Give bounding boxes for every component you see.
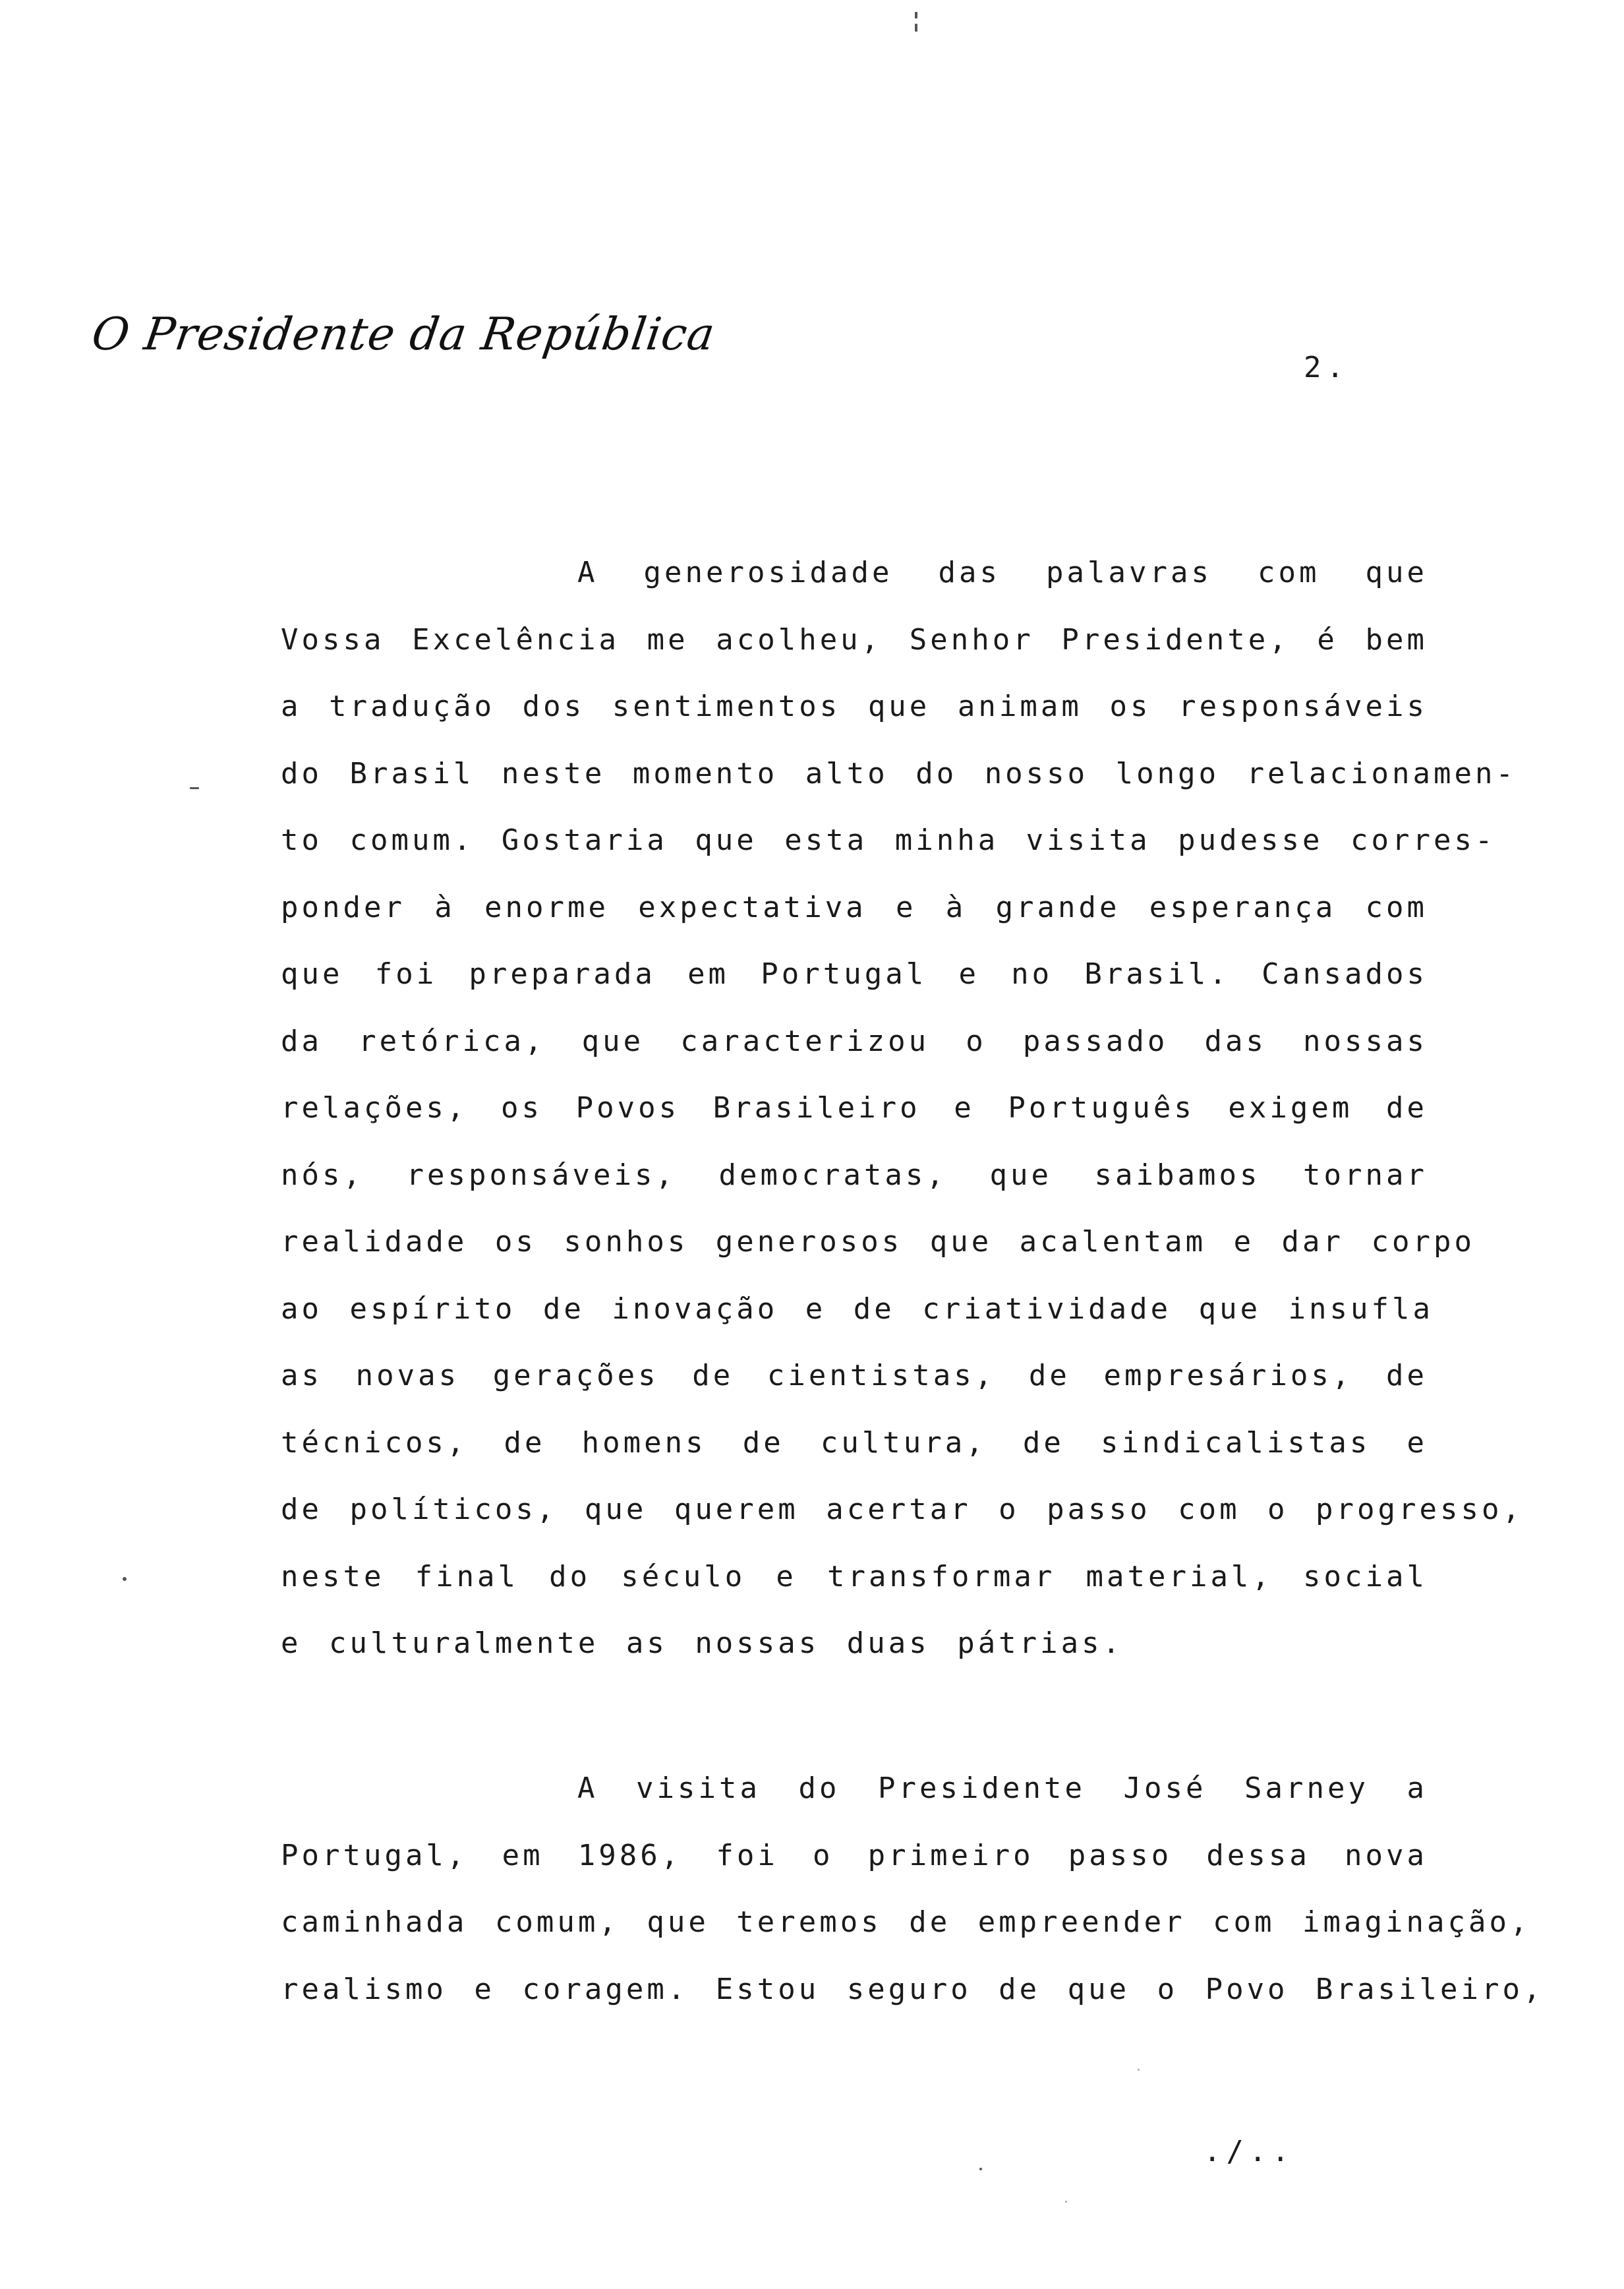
text-line: neste final do século e transformar material, social [281, 1559, 1428, 1593]
text-line: A generosidade das palavras com que [577, 556, 1428, 589]
text-line: e culturalmente as nossas duas pátrias. [281, 1626, 1124, 1660]
text-line: to comum. Gostaria que esta minha visita pudesse corres- [281, 823, 1496, 857]
text-line: nós, responsáveis, democratas, que saibamos tornar [281, 1158, 1428, 1192]
continuation-mark: ./.. [1204, 2135, 1294, 2168]
letterhead-title: O Presidente da República [88, 309, 718, 361]
scan-speck [190, 787, 199, 789]
paragraph-1 [281, 539, 1523, 1677]
text-line: de políticos, que querem acertar o passo com o progresso, [281, 1493, 1523, 1526]
text-line: as novas gerações de cientistas, de empresários, de [281, 1359, 1428, 1392]
paragraph-2 [281, 1755, 1544, 2023]
scan-speck [1065, 2201, 1067, 2203]
scan-speck [979, 2168, 982, 2170]
scan-speck [123, 1577, 127, 1581]
page-number: 2. [1304, 351, 1349, 384]
text-line: que foi preparada em Portugal e no Brasil. Cansados [281, 957, 1428, 991]
text-line: realidade os sonhos generosos que acalentam e dar corpo [281, 1225, 1475, 1259]
scan-speck [915, 24, 917, 32]
text-line: realismo e coragem. Estou seguro de que o Povo Brasileiro, [281, 1972, 1544, 2006]
text-line: Portugal, em 1986, foi o primeiro passo dessa nova [281, 1838, 1428, 1872]
text-line: do Brasil neste momento alto do nosso longo relacionamen- [281, 756, 1517, 790]
text-line: ponder à enorme expectativa e à grande esperança com [281, 890, 1428, 924]
text-line: a tradução dos sentimentos que animam os responsáveis [281, 690, 1428, 723]
text-line: ao espírito de inovação e de criatividade que insufla [281, 1292, 1434, 1326]
text-line: relações, os Povos Brasileiro e Português exigem de [281, 1091, 1428, 1125]
text-line: técnicos, de homens de cultura, de sindicalistas e [281, 1425, 1428, 1460]
text-line: Vossa Excelência me acolheu, Senhor Presidente, é bem [281, 622, 1428, 657]
scan-speck [1138, 2069, 1140, 2071]
text-line: A visita do Presidente José Sarney a [577, 1771, 1428, 1805]
text-line: caminhada comum, que teremos de empreender com imaginação, [281, 1905, 1531, 1939]
text-line: da retórica, que caracterizou o passado das nossas [281, 1024, 1428, 1058]
scan-speck [915, 12, 917, 18]
